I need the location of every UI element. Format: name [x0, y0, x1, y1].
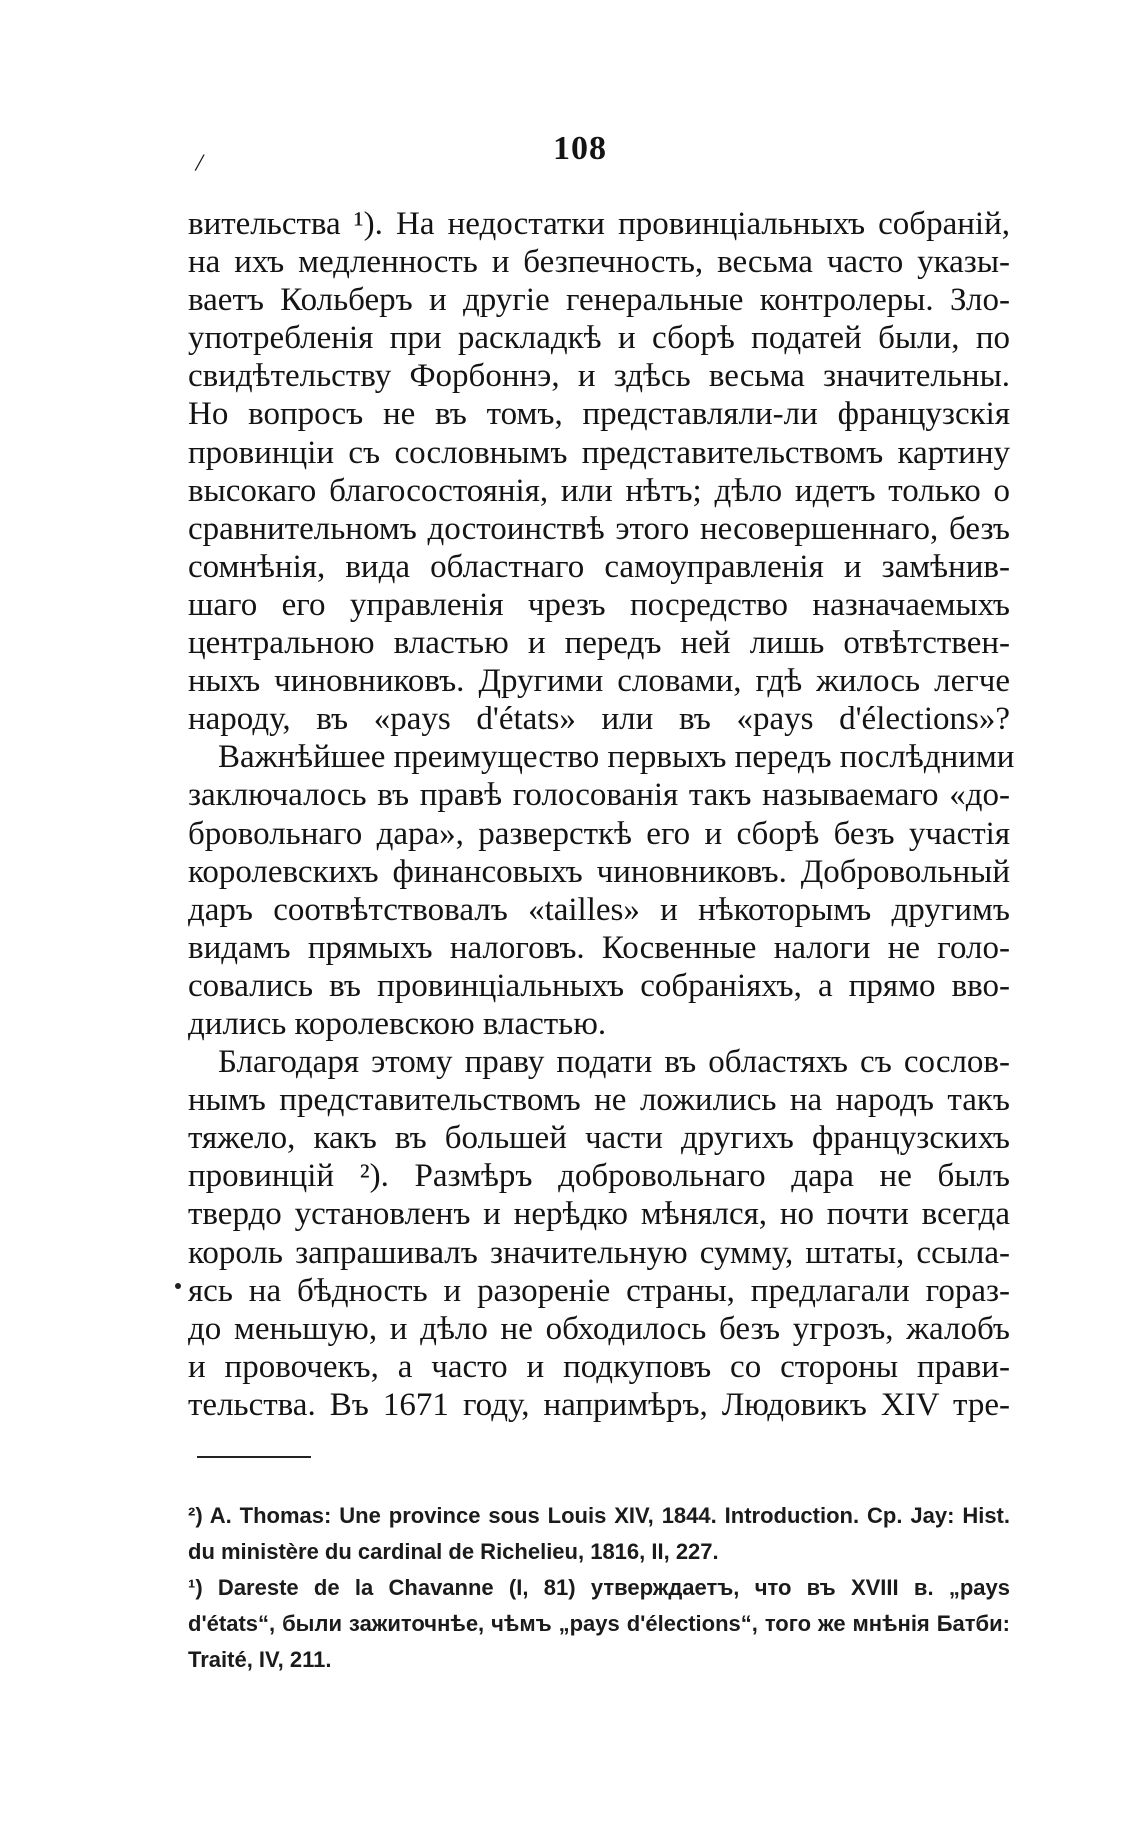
text-line: дились королевскою властью. — [188, 1005, 607, 1042]
text-line: провинціи съ сословнымъ представительствомъ картину — [188, 434, 1010, 471]
text-line: употребленія при раскладкѣ и сборѣ податей были, по — [188, 320, 1010, 357]
text-line: вительства ¹). На недостатки провинціальныхъ собраній, — [188, 206, 1010, 242]
text-line: тяжело, какъ въ большей части другихъ французскихъ — [188, 1120, 1010, 1157]
paragraph-3 — [188, 1043, 1010, 1424]
text-line: народу, въ «pays d'états» или въ «pays d'élections»? — [188, 701, 1010, 738]
text-line: сравнительномъ достоинствѣ этого несовершеннаго, безъ — [188, 510, 1010, 547]
text-line: шаго его управленія чрезъ посредство назначаемыхъ — [188, 586, 1010, 623]
ink-dot — [175, 1283, 181, 1289]
page-margin-mark: / — [193, 147, 206, 178]
text-line: до меньшую, и дѣло не обходилось безъ угрозъ, жалобъ — [188, 1310, 1010, 1347]
paragraph-2 — [188, 738, 1015, 1043]
text-line: Важнѣйшее преимущество первыхъ передъ послѣдними — [218, 739, 1015, 776]
text-line: совались въ провинціальныхъ собраніяхъ, а прямо вво- — [188, 967, 1010, 1004]
text-line: королевскихъ финансовыхъ чиновниковъ. Добровольный — [188, 853, 1010, 890]
text-line: бровольнаго дара», разверсткѣ его и сборѣ безъ участія — [188, 815, 1010, 852]
text-line: ясь на бѣдность и разореніе страны, предлагали гораз- — [188, 1272, 1010, 1309]
text-line: король запрашивалъ значительную сумму, штаты, ссыла- — [188, 1234, 1010, 1271]
main-text — [188, 205, 1015, 1424]
footnote-line: ²) A. Thomas: Une province sous Louis XIV, 1844. Introduction. Cp. Jay: Hist. — [188, 1503, 1010, 1528]
text-line: ныхъ чиновниковъ. Другими словами, гдѣ жилось легче — [188, 663, 1010, 700]
text-line: Благодаря этому праву подати въ областяхъ съ сослов- — [218, 1044, 1010, 1081]
text-line: свидѣтельству Форбоннэ, и здѣсь весьма значительны. — [188, 358, 1010, 395]
footnote-separator — [197, 1456, 311, 1458]
text-line: на ихъ медленность и безпечность, весьма часто указы- — [188, 244, 1010, 281]
text-line: и провочекъ, а часто и подкуповъ со стороны прави- — [188, 1348, 1010, 1385]
text-line: провинцій ²). Размѣръ добровольнаго дара не былъ — [188, 1158, 1010, 1195]
footnote-line: ¹) Dareste de la Chavanne (I, 81) утверждаетъ, что въ XVIII в. „pays — [188, 1575, 1010, 1600]
text-line: Но вопросъ не въ томъ, представляли-ли французскія — [188, 396, 1010, 433]
text-line: твердо установленъ и нерѣдко мѣнялся, но почти всегда — [188, 1196, 1010, 1233]
footnote-2 — [188, 1498, 1010, 1570]
text-line: заключалось въ правѣ голосованія такъ называемаго «до- — [188, 777, 1010, 814]
footnote-line: du ministère du cardinal de Richelieu, 1816, II, 227. — [188, 1539, 719, 1564]
text-line: центральною властью и передъ ней лишь отвѣтствен- — [188, 625, 1010, 662]
text-line: даръ соотвѣтствовалъ «tailles» и нѣкоторымъ другимъ — [188, 891, 1010, 928]
text-line: высокаго благосостоянія, или нѣтъ; дѣло идетъ только о — [188, 472, 1010, 509]
text-line: ваетъ Кольберъ и другіе генеральные контролеры. Зло- — [188, 282, 1010, 319]
paragraph-1 — [188, 205, 1010, 738]
text-line: тельства. Въ 1671 году, напримѣръ, Людовикъ XIV тре- — [188, 1386, 1010, 1423]
footnote-1 — [188, 1570, 1010, 1678]
text-line: сомнѣнія, вида областнаго самоуправленія и замѣнив- — [188, 548, 1010, 585]
page-number: 108 — [553, 130, 607, 167]
footnote-line: Traité, IV, 211. — [188, 1647, 332, 1672]
text-line: видамъ прямыхъ налоговъ. Косвенные налоги не голо- — [188, 929, 1010, 966]
footnote-line: d'états“, были зажиточнѣе, чѣмъ „pays d'élections“, того же мнѣнія Батби: — [188, 1611, 1010, 1636]
footnotes — [188, 1498, 1010, 1678]
text-line: нымъ представительствомъ не ложились на народъ такъ — [188, 1082, 1010, 1119]
